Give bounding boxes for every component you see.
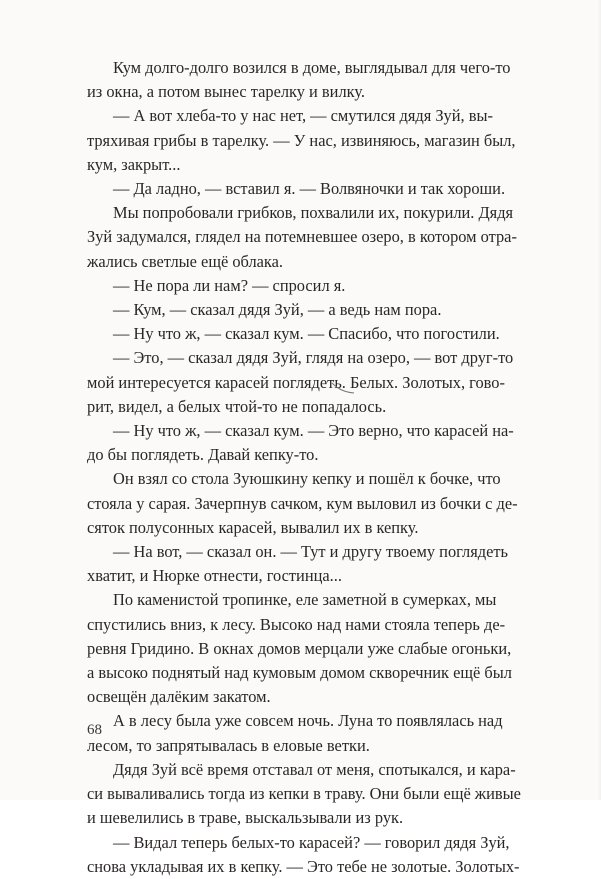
paragraph: — Кум, — сказал дядя Зуй, — а ведь нам пора. [113,300,442,320]
paragraph: По каменистой тропинке, еле заметной в сумерках, мы спустились вниз, к лесу. Высоко над нами стояла теперь де- ревня Гридино. В окнах домов мерцали уже слабые огоньки, а высоко поднятый над кумовым домом скворечник ещё был освещён далёким закатом. [87,590,512,707]
paragraph: Кум долго-долго возился в доме, выглядывал для чего-то из окна, а потом вынес тарелку и вилку. [87,58,511,102]
paragraph: — На вот, — сказал он. — Тут и другу твоему поглядеть хватит, и Нюрке отнести, гостинца... [87,542,509,586]
paragraph: Он взял со стола Зуюшкину кепку и пошёл к бочке, что стояла у сарая. Зачерпнув сачком, кум выловил из бочки с дe- сяток полусонных карасей, вывалил их в кепку. [87,469,518,537]
body-text [87,56,521,879]
pen-mark [330,381,358,395]
paragraph: — Видал теперь белых-то карасей? — говорил дядя Зуй, снова укладывая их в кепку. — Это тебе не золотые. Золотых- [87,832,520,876]
paragraph: Мы попробовали грибков, похвалили их, покурили. Дядя Зуй задумался, глядел на потемневшее озеро, в котором отра- жались светлые ещё облака. [87,203,517,271]
paragraph: — Это, — сказал дядя Зуй, глядя на озеро, — вот друг-то мой интересуется карасей поглядеть. Белых. Золотых, гово- рит, видел, а белых чтой-то не попадалось. [87,348,514,416]
paragraph: Дядя Зуй всё время отставал от меня, спотыкался, и кара- си вываливались тогда из кепки в траву. Они были ещё живые и шевелились в траве, выскальзывали из рук. [87,759,521,828]
paragraph: — Ну что ж, — сказал кум. — Это верно, что карасей на- до бы поглядеть. Давай кепку-то. [87,421,514,465]
paragraph: А в лесу была уже совсем ночь. Луна то появлялась над лесом, то запрятывалась в еловые ветки. [87,711,503,755]
paragraph: — А вот хлеба-то у нас нет, — смутился дядя Зуй, вы- тряхивая грибы в тарелку. — У нас, извиняюсь, магазин был, кум, закрыт... [87,106,516,174]
paragraph: — Не пора ли нам? — спросил я. [113,275,346,295]
paragraph: — Да ладно, — вставил я. — Волвяночки и так хороши. [113,179,506,199]
page-number: 68 [87,722,102,738]
paragraph: — Ну что ж, — сказал кум. — Спасибо, что погостили. [113,324,500,344]
